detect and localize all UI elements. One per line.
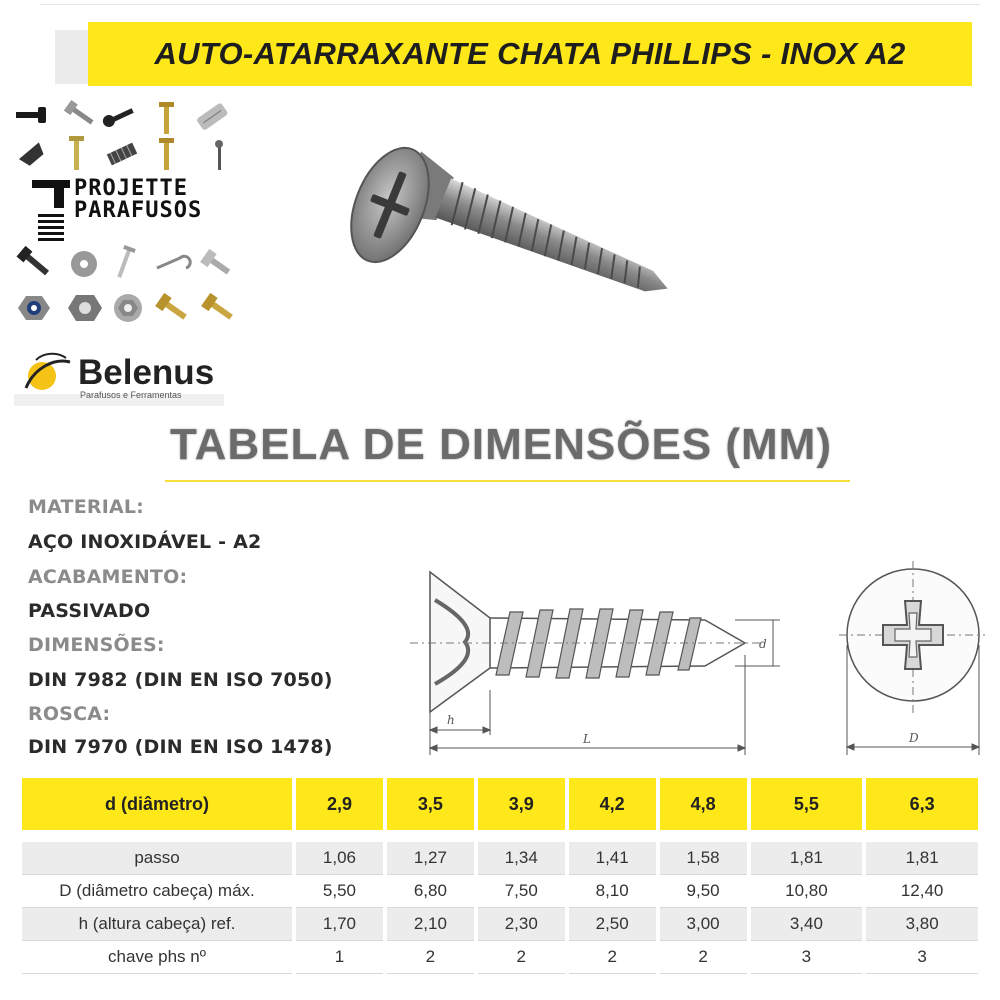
drawing-label-D: D: [909, 731, 919, 745]
rosca-label: ROSCA:: [28, 703, 111, 725]
table-cell: 2: [660, 941, 747, 974]
material-label: MATERIAL:: [28, 496, 144, 518]
table-header-cell: 4,8: [660, 778, 747, 830]
projette-line2: PARAFUSOS: [74, 198, 203, 223]
material-value: AÇO INOXIDÁVEL - A2: [28, 531, 262, 553]
table-row: [22, 908, 978, 941]
brass-bolt-icon: [201, 293, 236, 324]
table-cell: passo: [22, 842, 292, 875]
table-cell: 3,00: [660, 908, 747, 941]
belenus-tagline: Parafusos e Ferramentas: [80, 390, 182, 400]
table-cell: 6,80: [387, 875, 474, 908]
table-header-cell: 4,2: [569, 778, 656, 830]
dimensoes-label: DIMENSÕES:: [28, 634, 165, 656]
table-cell: 2,50: [569, 908, 656, 941]
table-cell: 2: [478, 941, 565, 974]
table-cell: h (altura cabeça) ref.: [22, 908, 292, 941]
table-cell: 1,81: [866, 842, 978, 875]
table-spacer-row: [22, 830, 978, 842]
dimensoes-value: DIN 7982 (DIN EN ISO 7050): [28, 669, 333, 691]
bolt-icon: [200, 249, 233, 279]
table-cell: 3: [866, 941, 978, 974]
title-banner: [88, 22, 972, 86]
table-header-cell: 5,5: [751, 778, 863, 830]
table-cell: 1: [296, 941, 383, 974]
table-cell: 1,58: [660, 842, 747, 875]
table-cell: 1,34: [478, 842, 565, 875]
rivet-icon: [215, 140, 223, 170]
table-cell: 9,50: [660, 875, 747, 908]
screw-icon: [159, 102, 174, 134]
table-cell: 2,30: [478, 908, 565, 941]
table-cell: 8,10: [569, 875, 656, 908]
table-cell: 2: [387, 941, 474, 974]
anchor-icon: [196, 102, 229, 131]
table-row: [22, 941, 978, 974]
table-cell: 3,80: [866, 908, 978, 941]
table-row: [22, 842, 978, 875]
washer-icon: [71, 251, 97, 277]
table-row: [22, 875, 978, 908]
screw-side-view-drawing: [405, 560, 785, 760]
acabamento-value: PASSIVADO: [28, 600, 151, 622]
screw-icon: [69, 136, 84, 170]
table-header-cell: d (diâmetro): [22, 778, 292, 830]
table-cell: 5,50: [296, 875, 383, 908]
table-header-cell: 3,5: [387, 778, 474, 830]
plug-icon: [19, 142, 47, 168]
top-divider: [40, 4, 980, 5]
table-cell: 12,40: [866, 875, 978, 908]
bolt-icon: [64, 100, 96, 128]
table-header-row: [22, 778, 978, 830]
screw-front-view-drawing: [835, 555, 985, 760]
screw-icon: [114, 245, 136, 279]
dimensions-table: [18, 778, 982, 974]
dimensions-heading: TABELA DE DIMENSÕES (MM): [170, 420, 832, 469]
flange-nut-icon: [114, 294, 142, 322]
table-cell: 3: [751, 941, 863, 974]
table-cell: D (diâmetro cabeça) máx.: [22, 875, 292, 908]
table-cell: 1,41: [569, 842, 656, 875]
acabamento-label: ACABAMENTO:: [28, 566, 188, 588]
table-cell: 2: [569, 941, 656, 974]
bolt-icon: [16, 107, 46, 123]
screw-product-photo: [330, 130, 690, 320]
drawing-label-h: h: [447, 713, 455, 727]
projette-line1: PROJETTE: [74, 176, 188, 201]
table-cell: 1,70: [296, 908, 383, 941]
table-header-cell: 6,3: [866, 778, 978, 830]
table-header-cell: 3,9: [478, 778, 565, 830]
hook-icon: [157, 256, 190, 268]
table-cell: 10,80: [751, 875, 863, 908]
rosca-value: DIN 7970 (DIN EN ISO 1478): [28, 736, 333, 758]
hex-bolt-icon: [17, 246, 52, 279]
table-header-cell: 2,9: [296, 778, 383, 830]
projette-brand-name: [74, 178, 202, 222]
hex-nut-icon: [68, 295, 102, 321]
table-cell: 1,06: [296, 842, 383, 875]
drawing-label-L: L: [583, 732, 591, 746]
table-cell: 2,10: [387, 908, 474, 941]
screw-icon: [159, 138, 174, 170]
table-cell: 7,50: [478, 875, 565, 908]
spring-icon: [107, 143, 137, 166]
table-cell: chave phs nº: [22, 941, 292, 974]
drawing-label-d: d: [759, 637, 767, 651]
bolt-icon: [101, 105, 135, 129]
heading-underline: [165, 480, 850, 482]
page-title: AUTO-ATARRAXANTE CHATA PHILLIPS - INOX A2: [154, 36, 906, 71]
belenus-brand-name: Belenus: [78, 353, 215, 392]
lock-nut-icon: [18, 296, 50, 320]
table-cell: 3,40: [751, 908, 863, 941]
table-cell: 1,27: [387, 842, 474, 875]
brass-bolt-icon: [155, 293, 190, 324]
table-cell: 1,81: [751, 842, 863, 875]
projette-mark-icon: [30, 178, 72, 246]
